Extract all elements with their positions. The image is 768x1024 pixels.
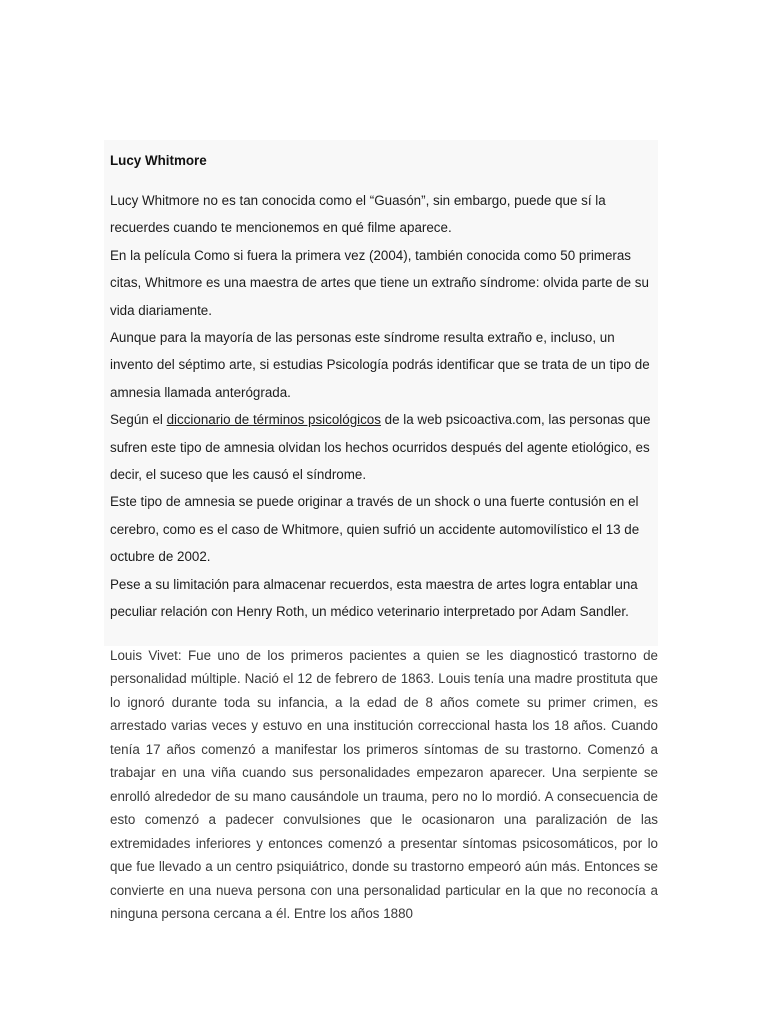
paragraph-dictionary-after: de la web psicoactiva.com, las personas que sufren este tipo de amnesia olvidan los hechos ocurridos después del agente etiológico, es decir, el suceso que les causó el síndrome. bbox=[110, 412, 651, 483]
paragraph-dictionary bbox=[110, 406, 656, 488]
paragraph-amnesia: Aunque para la mayoría de las personas este síndrome resulta extraño e, incluso, un invento del séptimo arte, si estudias Psicología podrás identificar que se trata de un tipo de amnesia llamada anterógrada. bbox=[110, 330, 650, 400]
section-body bbox=[110, 187, 656, 626]
paragraph-intro: Lucy Whitmore no es tan conocida como el “Guasón”, sin embargo, puede que sí la recuerdes cuando te mencionemos en qué filme aparece. bbox=[110, 193, 606, 236]
paragraph-louis-vivet: Louis Vivet: Fue uno de los primeros pacientes a quien se les diagnosticó trastorno de personalidad múltiple. Nació el 12 de febrero de 1863. Louis tenía una madre prostituta que lo ignoró durante toda su infancia, a la edad de 8 años comete su primer crimen, es arrestado varias veces y estuvo en una institución correccional hasta los 18 años. Cuando tenía 17 años comenzó a manifestar los primeros síntomas de su trastorno. Comenzó a trabajar en una viña cuando sus personalidades empezaron aparecer. Una serpiente se enrolló alrededor de su mano causándole un trauma, pero no lo mordió. A consecuencia de esto comenzó a padecer convulsiones que le ocasionaron una paralización de las extremidades inferiores y entonces comenzó a presentar síntomas psicosomáticos, por lo que fue llevado a un centro psiquiátrico, donde su trastorno empeoró aún más. Entonces se convierte en una nueva persona con una personalidad particular en la que no reconocía a ninguna persona cercana a él. Entre los años 1880 bbox=[110, 648, 658, 921]
paragraph-film: En la película Como si fuera la primera vez (2004), también conocida como 50 primeras citas, Whitmore es una maestra de artes que tiene un extraño síndrome: olvida parte de su vida diariamente. bbox=[110, 247, 649, 318]
paragraph-origin: Este tipo de amnesia se puede originar a través de un shock o una fuerte contusión en el cerebro, como es el caso de Whitmore, quien sufrió un accidente automovilístico el 13 de octubre de 2002. bbox=[110, 494, 640, 565]
dictionary-link[interactable]: diccionario de términos psicológicos bbox=[166, 412, 381, 428]
section-title: Lucy Whitmore bbox=[110, 153, 207, 168]
lucy-whitmore-section bbox=[104, 140, 658, 646]
paragraph-dictionary-before: Según el bbox=[110, 412, 167, 428]
louis-vivet-section bbox=[110, 644, 658, 925]
paragraph-relationship: Pese a su limitación para almacenar recuerdos, esta maestra de artes logra entablar una peculiar relación con Henry Roth, un médico veterinario interpretado por Adam Sandler. bbox=[110, 576, 638, 620]
